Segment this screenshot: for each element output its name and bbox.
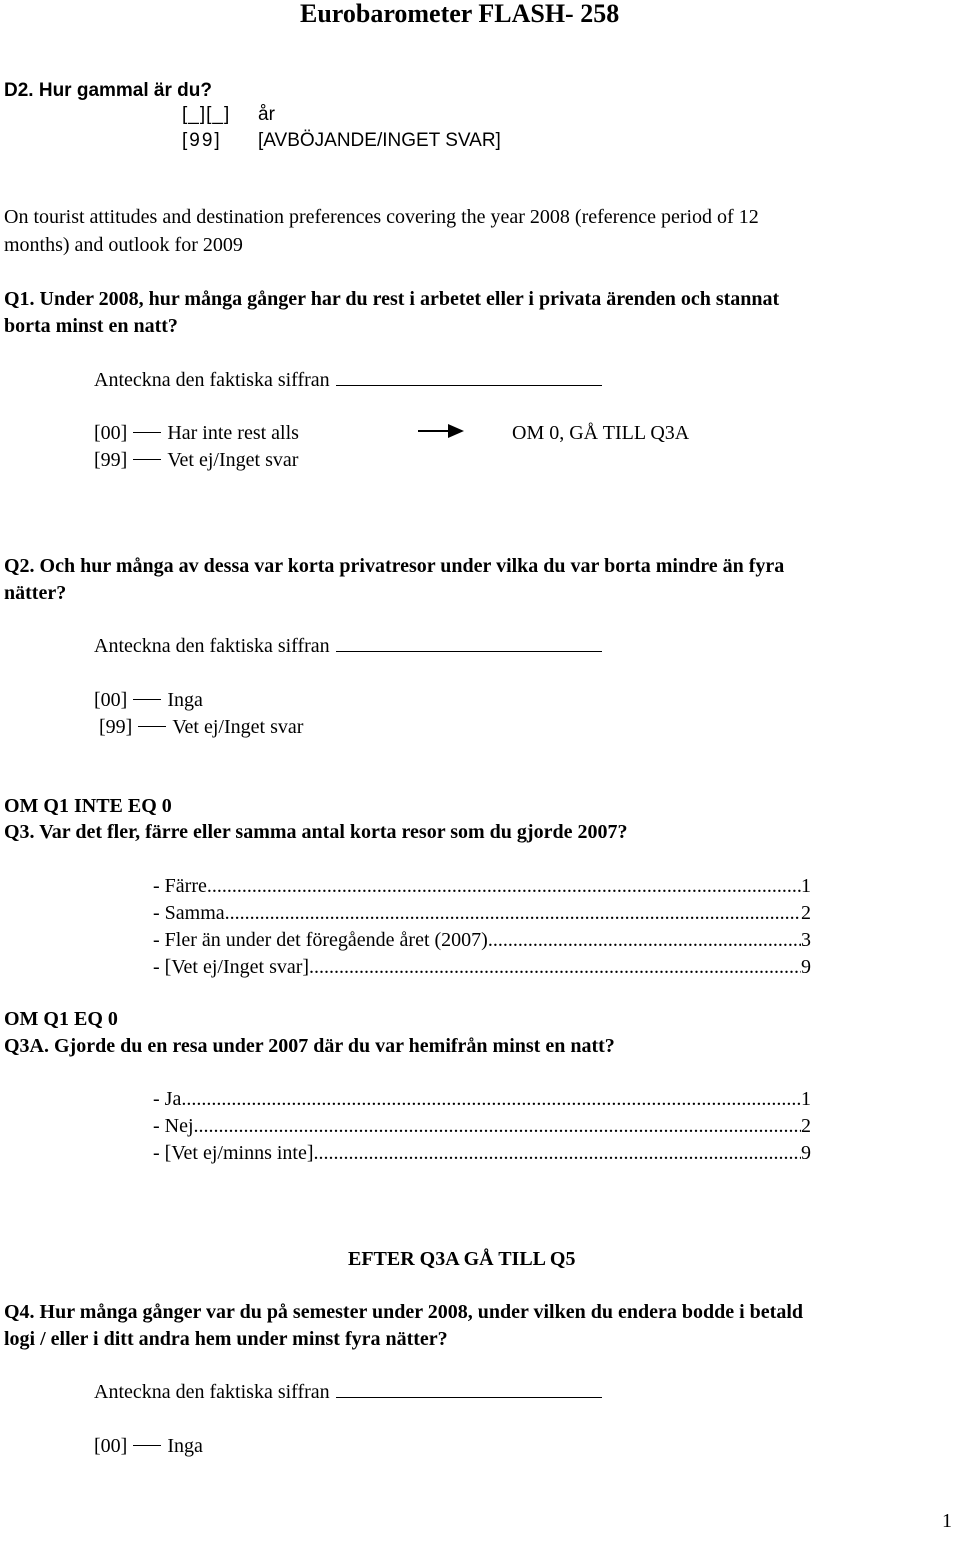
question-q2-line-2: nätter? <box>4 582 67 604</box>
dot-leader <box>194 1114 801 1138</box>
option-code: 1 <box>801 1088 811 1110</box>
dash <box>138 726 166 727</box>
option-label: - Färre <box>153 875 207 897</box>
q4-record-row <box>94 1380 602 1404</box>
q2-record-label: Anteckna den faktiska siffran <box>94 635 330 657</box>
option-code: 2 <box>801 902 811 924</box>
refusal-code: [99] <box>182 130 222 151</box>
question-q3a: Q3A. Gjorde du en resa under 2007 där du var hemifrån minst en natt? <box>4 1035 615 1057</box>
q2-answer-line[interactable] <box>336 635 602 652</box>
q1-record-row <box>94 368 602 392</box>
option-label: - Ja <box>153 1088 182 1110</box>
option-code: 9 <box>801 956 811 978</box>
option-code: 3 <box>801 929 811 951</box>
question-d2: D2. Hur gammal är du? <box>4 80 212 101</box>
question-q3: Q3. Var det fler, färre eller samma antal korta resor som du gjorde 2007? <box>4 821 628 843</box>
age-unit: år <box>258 104 275 125</box>
q2-option-99[interactable] <box>99 715 303 739</box>
q3a-option-1[interactable] <box>153 1087 811 1111</box>
q3a-option-2[interactable] <box>153 1114 811 1138</box>
q2-option-99-label: Vet ej/Inget svar <box>172 716 304 738</box>
arrow-right-icon <box>418 423 464 439</box>
question-q4-line-1: Q4. Hur många gånger var du på semester under 2008, under vilken du endera bodde i betald <box>4 1301 803 1323</box>
q3-option-3[interactable] <box>153 928 811 952</box>
q2-option-00-code: [00] <box>94 689 128 711</box>
option-label: - Nej <box>153 1115 194 1137</box>
q3a-option-9[interactable] <box>153 1141 811 1165</box>
option-label: - Samma <box>153 902 225 924</box>
q3-option-1[interactable] <box>153 874 811 898</box>
dot-leader <box>309 955 801 979</box>
dash <box>133 459 161 460</box>
q1-option-00[interactable] <box>94 421 299 445</box>
dot-leader <box>314 1141 801 1165</box>
q4-option-00-code: [00] <box>94 1435 128 1457</box>
question-q1-line-2: borta minst en natt? <box>4 315 178 337</box>
q2-option-00-label: Inga <box>167 689 203 711</box>
q1-option-99-code: [99] <box>94 449 128 471</box>
dash <box>133 699 161 700</box>
q1-answer-line[interactable] <box>336 369 602 386</box>
page-title: Eurobarometer FLASH- 258 <box>300 0 620 28</box>
q2-record-row <box>94 634 602 658</box>
dot-leader <box>488 928 801 952</box>
q1-option-99-label: Vet ej/Inget svar <box>167 449 299 471</box>
page-number: 1 <box>942 1510 952 1532</box>
q4-option-00[interactable] <box>94 1434 203 1458</box>
q3a-routing: EFTER Q3A GÅ TILL Q5 <box>348 1248 576 1270</box>
dot-leader <box>225 901 801 925</box>
q2-option-00[interactable] <box>94 688 203 712</box>
option-code: 9 <box>801 1142 811 1164</box>
q1-option-00-label: Har inte rest alls <box>167 422 299 444</box>
q3-option-2[interactable] <box>153 901 811 925</box>
intro-line-1: On tourist attitudes and destination preferences covering the year 2008 (reference period of 12 <box>4 206 759 228</box>
q3-filter: OM Q1 INTE EQ 0 <box>4 795 172 817</box>
q2-option-99-code: [99] <box>99 716 133 738</box>
refusal-label: [AVBÖJANDE/INGET SVAR] <box>258 130 501 151</box>
q4-record-label: Anteckna den faktiska siffran <box>94 1381 330 1403</box>
q4-answer-line[interactable] <box>336 1381 602 1398</box>
q3-option-9[interactable] <box>153 955 811 979</box>
option-label: - [Vet ej/Inget svar] <box>153 956 310 978</box>
dot-leader <box>181 1087 801 1111</box>
q4-option-00-label: Inga <box>167 1435 203 1457</box>
dash <box>133 432 161 433</box>
question-q4-line-2: logi / eller i ditt andra hem under minst fyra nätter? <box>4 1328 448 1350</box>
option-code: 1 <box>801 875 811 897</box>
q1-record-label: Anteckna den faktiska siffran <box>94 369 330 391</box>
question-q2-line-1: Q2. Och hur många av dessa var korta privatresor under vilka du var borta mindre än fyra <box>4 555 785 577</box>
q3a-filter: OM Q1 EQ 0 <box>4 1008 118 1030</box>
option-label: - [Vet ej/minns inte] <box>153 1142 314 1164</box>
age-input-boxes[interactable]: [_][_] <box>182 104 231 125</box>
option-code: 2 <box>801 1115 811 1137</box>
dash <box>133 1445 161 1446</box>
q1-option-00-code: [00] <box>94 422 128 444</box>
q1-option-99[interactable] <box>94 448 298 472</box>
option-label: - Fler än under det föregående året (2007) <box>153 929 488 951</box>
question-q1-line-1: Q1. Under 2008, hur många gånger har du rest i arbetet eller i privata ärenden och stannat <box>4 288 780 310</box>
dot-leader <box>207 874 801 898</box>
q1-route-instruction: OM 0, GÅ TILL Q3A <box>512 422 690 444</box>
intro-line-2: months) and outlook for 2009 <box>4 234 243 256</box>
